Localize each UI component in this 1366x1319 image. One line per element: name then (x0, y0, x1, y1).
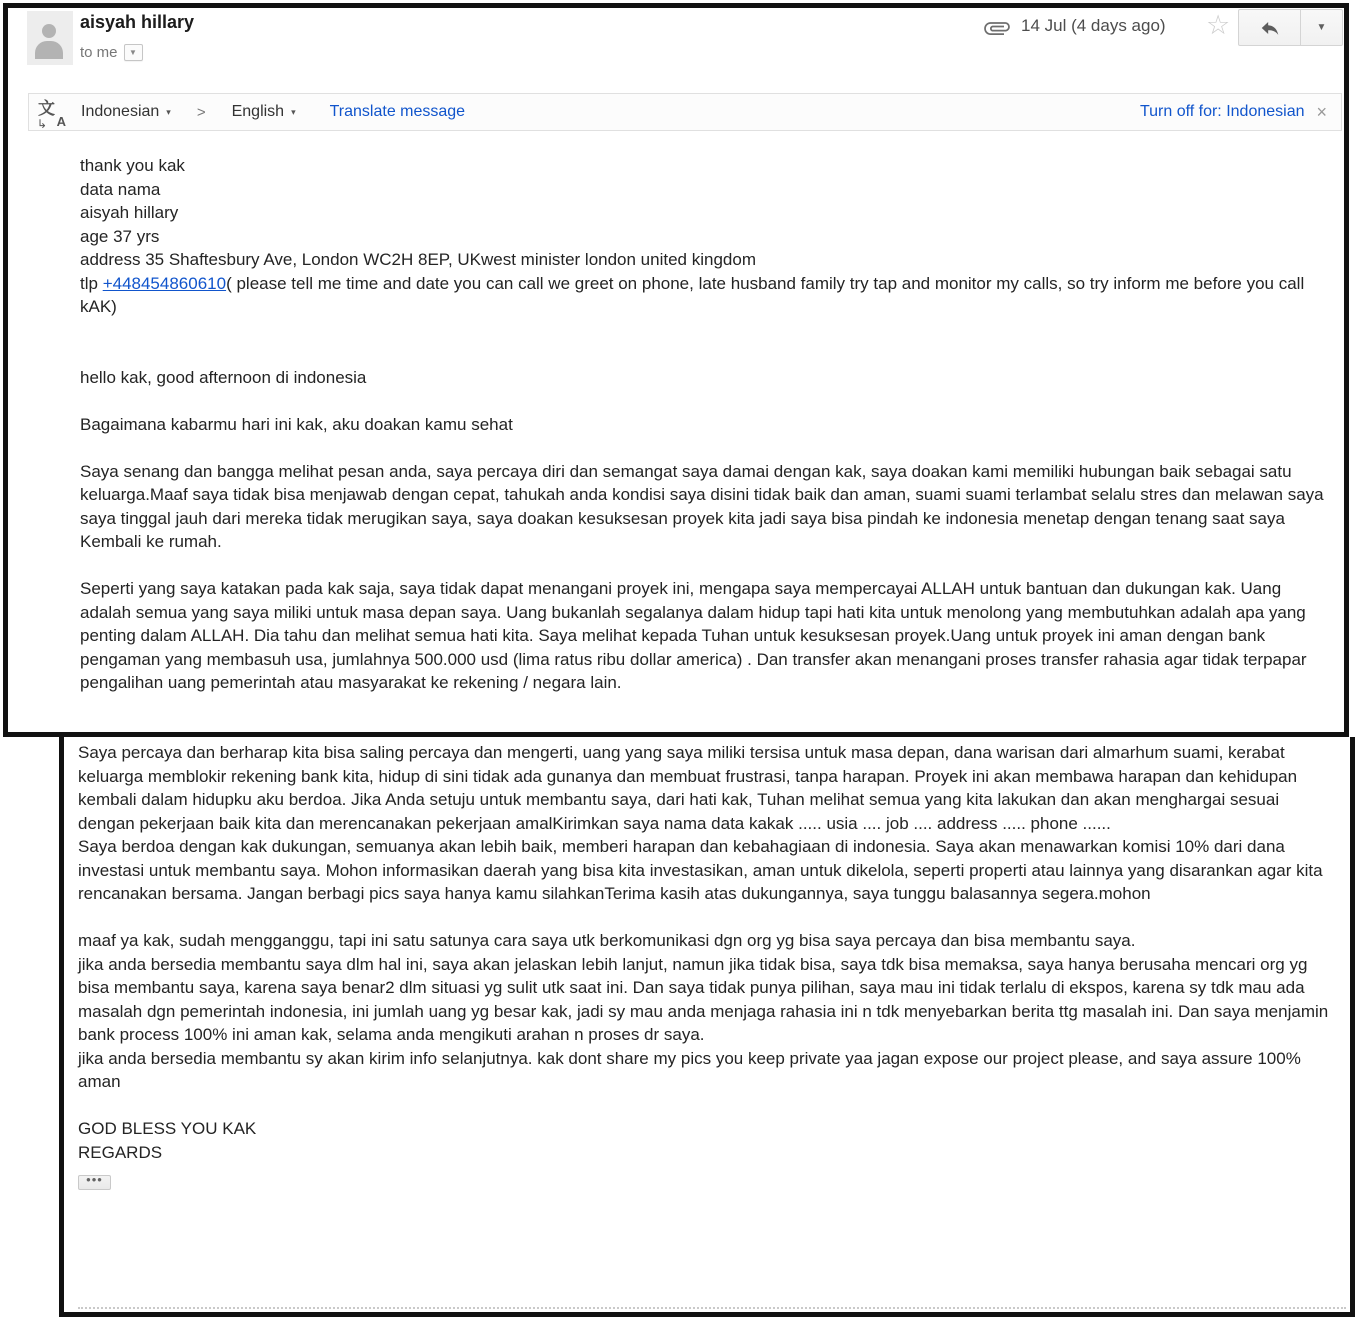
message-body-upper (80, 154, 1332, 695)
close-icon[interactable]: × (1316, 101, 1327, 122)
google-translate-icon: 文 ↳ A (37, 99, 66, 131)
translation-bar (28, 93, 1342, 131)
message-line: REGARDS (78, 1142, 163, 1162)
recipient-row (80, 44, 143, 61)
message-line: Saya percaya dan berharap kita bisa saling percaya dan mengerti, uang yang saya miliki tersisa untuk masa depan, dana warisan dari almarhum suami, kerabat keluarga memblokir rekening bank kita, hidup di sini tidak ada gunanya dan membuat frustrasi, tanpa harapan. Proyek ini akan membawa harapan dan kehidupan kembali dalam hidupku aku berdoa. Jika Anda setuju untuk membantu saya, dari hati kak, Tuhan melihat semua yang kita lakukan dan akan menghargai sesuai dengan pekerjaan baik kita dan merencanakan pekerjaan amalKirimkan saya nama data kakak ..... usia .... job .... address ..... phone ...... (78, 743, 1298, 833)
avatar-person-icon (35, 41, 63, 59)
message-line: address 35 Shaftesbury Ave, London WC2H 8EP, UKwest minister london united kingdom (80, 250, 756, 269)
message-line: jika anda bersedia membantu sy akan kirim info selanjutnya. kak dont share my pics you keep private yaa jagan expose our project please, and saya assure 100% aman (78, 1048, 1301, 1091)
message-line (78, 1094, 1330, 1118)
message-line: GOD BLESS YOU KAK (78, 1119, 257, 1138)
message-line: maaf ya kak, sudah mengganggu, tapi ini satu satunya cara saya utk berkomunikasi dgn org yg bisa saya percaya dan bisa membantu saya. (78, 931, 1136, 950)
message-line (80, 554, 1332, 578)
message-body-lower (78, 741, 1330, 1190)
source-language-dropdown[interactable]: Indonesian ▾ (81, 103, 171, 120)
chevron-down-icon: ▾ (166, 106, 171, 117)
avatar-person-icon (42, 24, 56, 38)
ellipsis-icon: ••• (86, 1172, 103, 1187)
phone-number-link[interactable]: +448454860610 (102, 273, 227, 293)
email-top-frame (3, 3, 1349, 737)
chevron-down-icon: ▼ (1316, 22, 1327, 33)
signature-divider (78, 1307, 1346, 1309)
show-trimmed-content-button[interactable] (78, 1172, 111, 1190)
message-upper-lines (80, 319, 1332, 695)
message-line (78, 906, 1330, 930)
message-line: Seperti yang saya katakan pada kak saja, saya tidak dapat menangani proyek ini, mengapa saya mempercayai ALLAH untuk bantuan dan dukungan kak. Uang adalah semua yang saya miliki untuk masa depan saya. Uang bukanlah segalanya dalam hidup tapi hati kita untuk menolong yang membutuhkan adalah apa yang penting dalam ALLAH. Dia tahu dan melihat semua hati kita. Saya melihat kepada Tuhan untuk kesuksesan proyek.Uang untuk proyek ini aman dengan bank pengaman yang membasuh usa, jumlahnya 500.000 usd (lima ratus ribu dollar america) . Dan transfer akan menangani proses transfer rahasia agar tidak terpapar pengalihan uang pemerintah atau masyarakat ke rekening / negara lain. (80, 579, 1307, 692)
message-line: jika anda bersedia membantu saya dlm hal ini, saya akan jelaskan lebih lanjut, namun jika tidak bisa, saya tdk bisa memaksa, saya hanya berusaha mencari org yg bisa membantu saya, karena saya benar2 dlm situasi yg sulit utk saat ini. Dan saya tidak punya pilihan, saya mau ini tidak terlalu di ekspos, karena sy tdk mau ada masalah dgn pemerintah indonesia, ini jumlah uang yg besar kak, jadi sy mau anda menjaga rahasia ini n tdk menyebarkan berita ttg masalah ini. Dan saya menjamin bank process 100% ini aman kak, selama anda mengikuti arahan n proses dr saya. (78, 954, 1329, 1044)
message-line (80, 342, 1332, 366)
chevron-down-icon: ▾ (291, 106, 296, 117)
message-line: Saya senang dan bangga melihat pesan anda, saya percaya diri dan semangat saya damai dengan kak, saya doakan kami memiliki hubungan baik sebagai satu keluarga.Maaf saya tidak bisa menjawab dengan cepat, tahukah anda kondisi saya disini tidak baik dan aman, suami suami terlambat selalu stres dan melawan saya saya tinggal jauh dari mereka tidak merugikan saya, saya doakan kesuksesan proyek kita jadi saya bisa pindah ke indonesia menetap dengan tenang saat saya Kembali ke rumah. (80, 461, 1324, 551)
message-line: age 37 yrs (80, 226, 160, 246)
attachment-paperclip-icon (983, 14, 1011, 42)
email-date: 14 Jul (4 days ago) (1021, 16, 1166, 35)
email-bottom-frame (59, 737, 1355, 1317)
target-language-dropdown[interactable]: English ▾ (231, 103, 296, 120)
header-button-group (1238, 9, 1343, 46)
message-line: Saya berdoa dengan kak dukungan, semuanya akan lebih baik, memberi harapan dan kebahagiaan di indonesia. Saya akan menawarkan komisi 10% dari dana investasi untuk membantu saya. Mohon informasikan daerah yang bisa kita investasikan, aman untuk dikelola, seperti properti atau lainnya yang disarankan agar kita rencanakan bersama. Jangan berbagi pics saya hanya kamu silahkanTerima kasih atas dukungannya, saya tunggu balasannya segera.mohon (78, 837, 1323, 903)
message-line: thank you kak (80, 156, 185, 175)
reply-button[interactable] (1238, 9, 1301, 46)
turn-off-translation-link[interactable]: Turn off for: Indonesian (1139, 103, 1305, 120)
translate-message-link[interactable]: Translate message (329, 103, 466, 120)
star-outline-icon[interactable]: ☆ (1206, 10, 1231, 40)
sender-avatar[interactable] (27, 11, 73, 65)
message-line (80, 389, 1332, 413)
show-details-dropdown[interactable] (124, 44, 143, 61)
reply-arrow-icon (1259, 17, 1281, 39)
message-intro-lines (80, 154, 1332, 272)
chevron-down-icon: ▼ (129, 48, 137, 57)
message-line (80, 436, 1332, 460)
message-line: hello kak, good afternoon di indonesia (80, 367, 367, 387)
message-line: data nama (80, 179, 161, 199)
language-separator: > (196, 103, 206, 121)
more-options-button[interactable] (1301, 9, 1343, 46)
message-line: aisyah hillary (80, 203, 179, 222)
message-line: Bagaimana kabarmu hari ini kak, aku doakan kamu sehat (80, 414, 513, 434)
phone-line: tlp +448454860610( please tell me time and date you can call we greet on phone, late husband family try tap and monitor my calls, so try inform me before you call kAK) (80, 273, 1305, 316)
message-line (80, 319, 1332, 343)
sender-name: aisyah hillary (80, 12, 195, 32)
message-lower-lines (78, 741, 1330, 1164)
recipient-label: to me (80, 44, 118, 61)
